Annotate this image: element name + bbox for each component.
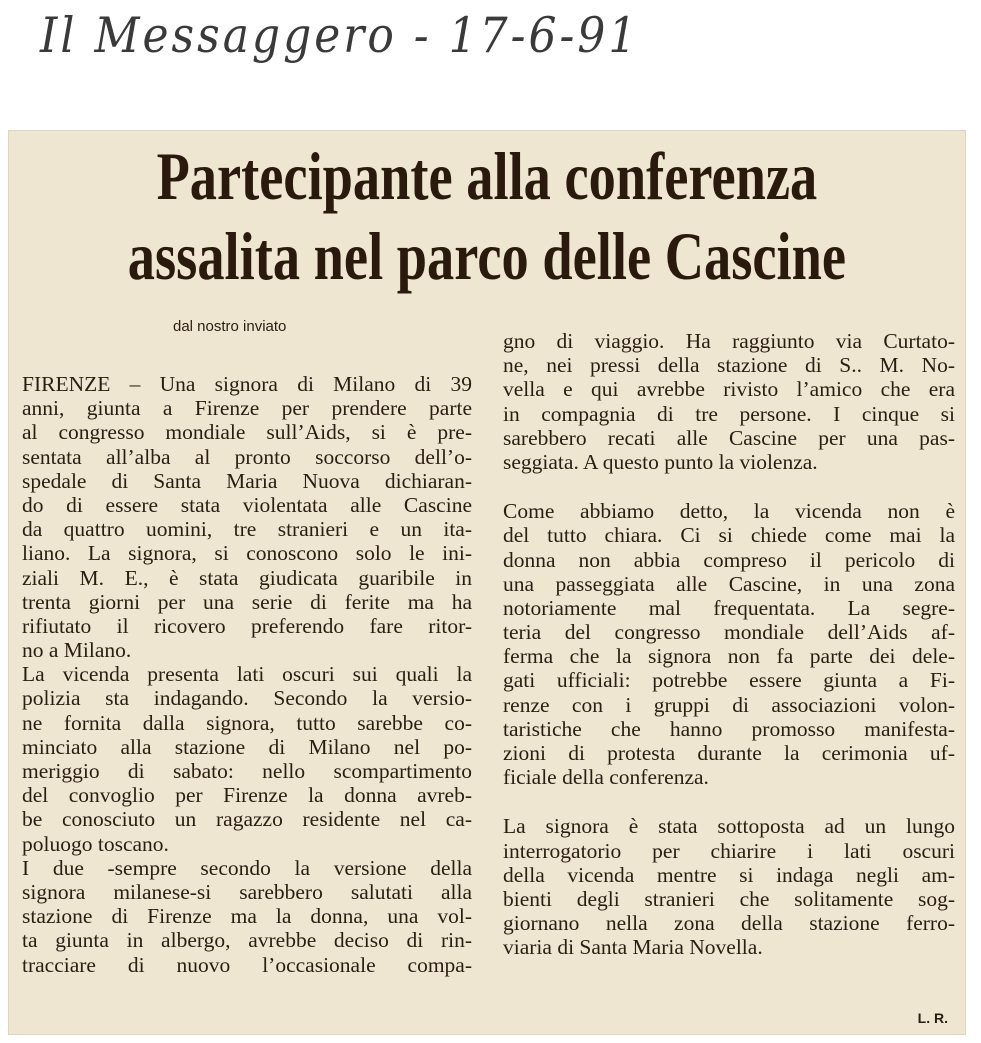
text-line: do di essere stata violentata alle Cascine xyxy=(22,492,472,517)
text-line: interrogatorio per chiarire i lati oscuri xyxy=(503,838,955,863)
text-line: viaria di Santa Maria Novella. xyxy=(503,935,763,960)
text-line: del convoglio per Firenze la donna avreb- xyxy=(22,783,472,808)
text-line: ne, nei pressi della stazione di S.. M. No- xyxy=(503,353,955,378)
text-line: spedale di Santa Maria Nuova dichiaran- xyxy=(22,468,472,493)
headline-line-2 xyxy=(8,220,966,292)
text-line: renze con i gruppi di associazioni volon- xyxy=(503,692,955,717)
paragraph xyxy=(503,499,955,789)
text-line: del tutto chiara. Ci si chiede come mai la xyxy=(503,523,955,548)
text-line: be conosciuto un ragazzo residente nel ca- xyxy=(22,807,472,832)
handwritten-annotation: Il Messaggero - 17-6-91 xyxy=(40,8,640,65)
text-line: bienti degli stranieri che solitamente sog- xyxy=(503,886,955,911)
paragraph xyxy=(22,856,472,977)
text-line: signora milanese-si sarebbero salutati alla xyxy=(22,879,472,904)
text-line: al congresso mondiale sull’Aids, si è pre- xyxy=(22,420,472,445)
text-line: gati ufficiali: potrebbe essere giunta a Fi- xyxy=(503,668,955,693)
text-line: in compagnia di tre persone. I cinque si xyxy=(503,401,955,426)
text-line: seggiata. A questo punto la violenza. xyxy=(503,449,818,474)
text-line: Come abbiamo detto, la vicenda non è xyxy=(503,499,955,524)
left-column xyxy=(22,372,472,977)
text-line: La vicenda presenta lati oscuri sui quali la xyxy=(22,662,472,687)
text-line: teria del congresso mondiale dell’Aids af- xyxy=(503,620,955,645)
paragraph xyxy=(503,329,955,474)
text-line: La signora è stata sottoposta ad un lungo xyxy=(503,814,955,839)
text-line: tracciare di nuovo l’occasionale compa- xyxy=(22,952,472,977)
headline-line-1 xyxy=(8,140,966,212)
text-line: sarebbero recati alle Cascine per una pas- xyxy=(503,425,955,450)
text-line: stazione di Firenze ma la donna, una vol- xyxy=(22,904,472,929)
text-line: ferma che la signora non fa parte dei dele- xyxy=(503,644,955,669)
newspaper-clipping xyxy=(8,130,966,1035)
text-line: trenta giorni per una serie di ferite ma ha xyxy=(22,589,472,614)
text-line: minciato alla stazione di Milano nel po- xyxy=(22,734,472,759)
text-line: notoriamente mal frequentata. La segre- xyxy=(503,595,955,620)
paragraph xyxy=(22,662,472,856)
byline: dal nostro inviato xyxy=(173,318,287,335)
text-line: gno di viaggio. Ha raggiunto via Curtato- xyxy=(503,329,955,353)
text-line: ta giunta in albergo, avrebbe deciso di rin- xyxy=(22,928,472,953)
text-line: no a Milano. xyxy=(22,638,132,663)
text-line: polizia sta indagando. Secondo la versio- xyxy=(22,686,472,711)
paragraph-gap xyxy=(503,474,955,499)
author-signature: L. R. xyxy=(917,1010,948,1026)
text-line: poluogo toscano. xyxy=(22,831,169,856)
text-line: zioni di protesta durante la cerimonia uf- xyxy=(503,741,955,765)
text-line: taristiche che hanno promosso manifesta- xyxy=(503,716,955,741)
right-column xyxy=(503,329,955,960)
paragraph xyxy=(503,814,955,959)
text-line: da quattro uomini, tre stranieri e un ita- xyxy=(22,517,472,542)
text-line: giornano nella zona della stazione ferro- xyxy=(503,911,955,936)
text-line: sentata all’alba al pronto soccorso dell’o- xyxy=(22,444,472,469)
text-line: FIRENZE – Una signora di Milano di 39 xyxy=(22,372,472,396)
paragraph-gap xyxy=(503,789,955,814)
paragraph xyxy=(22,372,472,662)
text-line: I due -sempre secondo la versione della xyxy=(22,855,472,880)
text-line: ziali M. E., è stata giudicata guaribile in xyxy=(22,565,472,590)
text-line: una passeggiata alle Cascine, in una zona xyxy=(503,571,955,596)
text-line: liano. La signora, si conoscono solo le ini- xyxy=(22,541,472,566)
text-line: donna non abbia compreso il pericolo di xyxy=(503,547,955,572)
text-line: ne fornita dalla signora, tutto sarebbe co- xyxy=(22,710,472,735)
text-line: vella e qui avrebbe rivisto l’amico che era xyxy=(503,377,955,402)
headline-text: assalita nel parco delle Cascine xyxy=(127,218,847,294)
text-line: rifiutato il ricovero preferendo fare ritor- xyxy=(22,613,472,638)
text-line: anni, giunta a Firenze per prendere parte xyxy=(22,396,472,421)
text-line: meriggio di sabato: nello scompartimento xyxy=(22,759,472,783)
text-line: ficiale della conferenza. xyxy=(503,765,709,790)
headline-text: Partecipante alla conferenza xyxy=(156,138,818,214)
text-line: della vicenda mentre si indaga negli am- xyxy=(503,862,955,887)
